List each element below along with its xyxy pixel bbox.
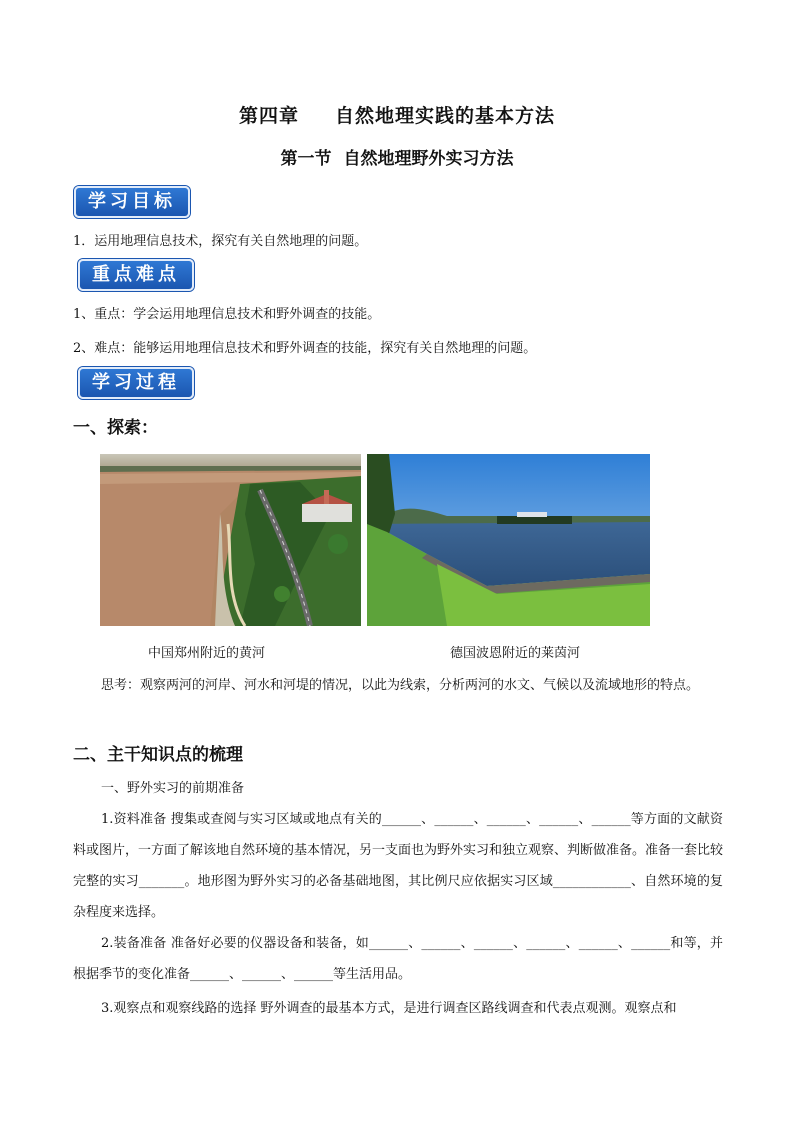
badge-key-points: 重点难点 [78, 259, 194, 291]
paragraph-equipment-prep: 2.装备准备 准备好必要的仪器设备和装备，如______、______、______、______、______、______和等，并根据季节的变化准备______、______、______等生活用品。 [73, 936, 723, 982]
paragraph-materials-prep: 1.资料准备 搜集或查阅与实习区域或地点有关的______、______、______、______、______等方面的文献资料或图片，一方面了解该地自然环境的基本情况，另一支面也为野外实习和独立观察、判断做准备。准备一套比较完整的实习_______。地形图为野外实习的必备基础地图，其比例尺应依据实习区域____________、自然环境的复杂程度来选择。 [73, 812, 724, 920]
key-point-item-2: 2、难点：能够运用地理信息技术和野外调查的技能，探究有关自然地理的问题。 [73, 341, 537, 356]
key-point-item-1: 1、重点：学会运用地理信息技术和野外调查的技能。 [73, 307, 381, 322]
yellow-river-photo [100, 454, 361, 626]
paragraph-observation-points: 3.观察点和观察线路的选择 野外调查的最基本方式，是进行调查区路线调查和代表点观测。观察点和 [101, 1001, 677, 1016]
think-question: 思考：观察两河的河岸、河水和河堤的情况，以此为线索，分析两河的水文、气候以及流域地形的特点。 [101, 678, 700, 693]
section-number: 第一节 [280, 149, 332, 169]
rhine-river-photo [367, 454, 650, 626]
caption-rhine-river: 德国波恩附近的莱茵河 [450, 646, 581, 661]
knowledge-heading: 二、主干知识点的梳理 [73, 745, 243, 765]
chapter-number: 第四章 [238, 105, 299, 127]
chapter-name: 自然地理实践的基本方法 [335, 105, 556, 127]
subheading-field-prep: 一、野外实习的前期准备 [101, 781, 245, 796]
goal-item-1: 1．运用地理信息技术，探究有关自然地理的问题。 [73, 234, 368, 249]
section-title [0, 144, 794, 169]
caption-yellow-river: 中国郑州附近的黄河 [148, 646, 266, 661]
explore-heading: 一、探索： [73, 418, 158, 438]
badge-learning-process: 学习过程 [78, 367, 194, 399]
section-name: 自然地理野外实习方法 [343, 149, 514, 169]
badge-learning-goals: 学习目标 [74, 186, 190, 218]
chapter-title [0, 101, 794, 128]
